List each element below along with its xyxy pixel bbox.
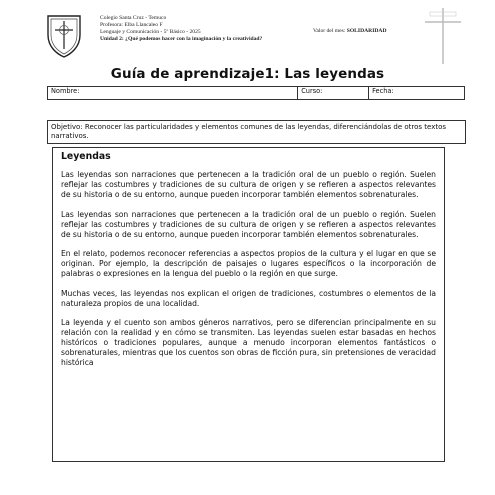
curso-label: Curso:	[301, 87, 323, 95]
unit-line: Unidad 2: ¿Qué podemos hacer con la imaginación y la creatividad?	[100, 36, 263, 42]
fecha-label: Fecha:	[372, 87, 394, 95]
valor-value: SOLIDARIDAD	[346, 28, 387, 34]
reading-box	[52, 147, 445, 462]
nombre-field[interactable]	[48, 87, 298, 100]
subject-line: Lenguaje y Comunicación - 5º Básico - 2025	[100, 29, 201, 35]
valor-label: Valor del mes:	[313, 28, 346, 34]
school-header	[100, 15, 262, 43]
teacher-name: Profesora: Elba Llancaleo F	[100, 22, 163, 28]
reading-paragraph: Muchas veces, las leyendas nos explican el origen de tradiciones, costumbres o elementos de la naturaleza propios de una localidad.	[61, 288, 436, 308]
reading-paragraph: Las leyendas son narraciones que pertenecen a la tradición oral de un pueblo o región. Suelen reflejar las costumbres y tradiciones de su cultura de origen y se refieren a aspectos relevantes de su historia o de su entorno, aunque pueden incorporar también elementos sobrenaturales.	[61, 209, 436, 239]
fecha-field[interactable]	[369, 87, 465, 100]
school-name: Colegio Santa Cruz - Temuco	[100, 15, 167, 21]
cross-logo	[419, 6, 467, 66]
valor-del-mes	[313, 28, 387, 34]
reading-paragraph: La leyenda y el cuento son ambos géneros narrativos, pero se diferencian principalmente en su relación con la realidad y en cómo se transmiten. Las leyendas suelen estar basadas en hechos históricos o tradiciones populares, aunque a menudo incorporan elementos fantásticos o sobrenaturales, mientras que los cuentos son obras de ficción pura, sin pretensiones de veracidad histórica	[61, 318, 436, 367]
reading-heading: Leyendas	[61, 151, 111, 162]
curso-field[interactable]	[298, 87, 369, 100]
page-title: Guía de aprendizaje1: Las leyendas	[110, 66, 385, 82]
reading-paragraph: Las leyendas son narraciones que pertenecen a la tradición oral de un pueblo o región. Suelen reflejar las costumbres y tradiciones de su cultura de origen y se refieren a aspectos relevantes de su historia o de su entorno, aunque pueden incorporar también elementos sobrenaturales.	[61, 170, 436, 199]
student-info-table	[47, 86, 465, 100]
objetivo-box: Objetivo: Reconocer las particularidades y elementos comunes de las leyendas, diferenciándolas de otros textos narrativos.	[47, 120, 466, 144]
reading-paragraph: En el relato, podemos reconocer referencias a aspectos propios de la cultura y el lugar en que se originan. Por ejemplo, la descripción de paisajes o lugares específicos o la incorporación de palabras o expresiones en la lengua del pueblo o la región en que surge.	[61, 249, 436, 278]
nombre-label: Nombre:	[51, 87, 80, 95]
school-crest-logo	[44, 13, 84, 59]
